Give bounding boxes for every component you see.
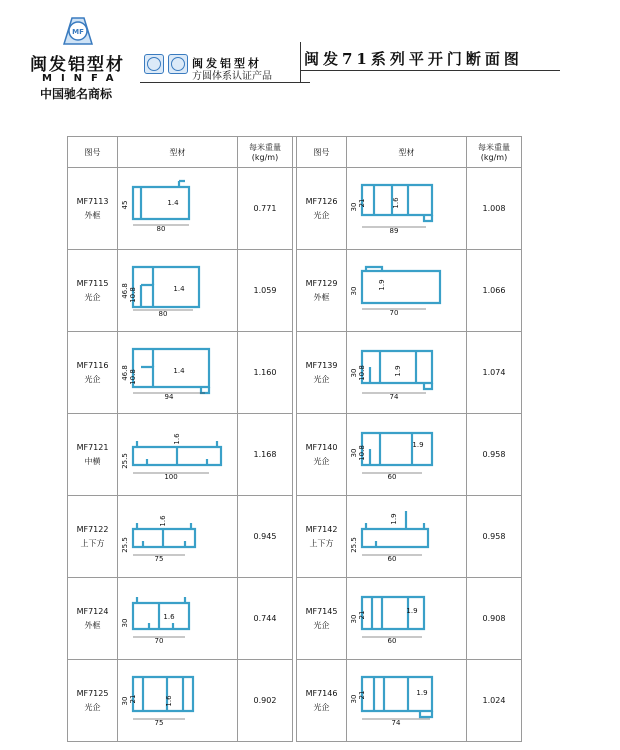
- dimension-label: 45: [120, 200, 129, 209]
- profile-drawing: [120, 425, 233, 485]
- profile-outline: [133, 267, 199, 307]
- profile-weight: 1.008: [467, 168, 522, 250]
- dimension-label: 70: [389, 308, 398, 317]
- profile-code-cell: [297, 332, 347, 414]
- table-header-row: [68, 137, 522, 168]
- profile-outline: [362, 271, 440, 303]
- profile-type: 外框: [84, 620, 101, 630]
- profile-drawing: [120, 179, 233, 239]
- dimension-label: 1.9: [389, 512, 398, 525]
- profile-code: MF7126: [305, 196, 338, 206]
- profile-type: 光企: [84, 374, 101, 384]
- profile-weight: 0.958: [467, 496, 522, 578]
- profile-code: MF7124: [76, 606, 109, 616]
- profile-drawing: [349, 671, 462, 731]
- table-row: [68, 250, 522, 332]
- dimension-label: 80: [158, 309, 167, 318]
- header-certification: 方圆体系认证产品: [192, 71, 272, 82]
- header-brand: 闽发铝型材: [192, 57, 262, 70]
- dimension-label: 10.8: [128, 368, 137, 385]
- profile-code-cell: [68, 332, 118, 414]
- profile-outline: [141, 367, 153, 387]
- profile-weight: 0.945: [238, 496, 293, 578]
- profile-drawing: [120, 671, 233, 731]
- profile-code-cell: [68, 578, 118, 660]
- profile-weight: 1.074: [467, 332, 522, 414]
- profile-drawing-cell: [347, 660, 467, 742]
- profile-drawing: [120, 589, 233, 649]
- profile-type: 上下方: [309, 538, 334, 548]
- profile-code-cell: [297, 168, 347, 250]
- dimension-label: 1.9: [393, 364, 402, 377]
- dimension-label: 1.4: [172, 284, 185, 293]
- profile-weight: 1.059: [238, 250, 293, 332]
- profile-outline: [133, 603, 189, 629]
- profile-code-cell: [297, 578, 347, 660]
- dimension-label: 30: [349, 448, 358, 457]
- header-code: 图号: [68, 137, 118, 168]
- dimension-label: 1.6: [164, 694, 173, 707]
- dimension-label: 21: [357, 610, 366, 619]
- profile-weight: 1.168: [238, 414, 293, 496]
- dimension-label: 1.9: [405, 606, 418, 615]
- profile-weight: 1.024: [467, 660, 522, 742]
- dimension-label: 60: [387, 554, 396, 563]
- profile-drawing-cell: [347, 578, 467, 660]
- profile-code-cell: [297, 250, 347, 332]
- dimension-label: 75: [154, 554, 163, 563]
- dimension-label: 1.6: [162, 612, 175, 621]
- dimension-label: 21: [128, 694, 137, 703]
- profile-drawing-cell: [118, 250, 238, 332]
- profile-type: 光企: [84, 702, 101, 712]
- profile-drawing: [120, 343, 233, 403]
- dimension-label: 25.5: [349, 536, 358, 553]
- table-row: [68, 168, 522, 250]
- logo-latin: MINFA: [42, 73, 123, 84]
- dimension-label: 1.4: [166, 198, 179, 207]
- dimension-label: 46.8: [120, 282, 129, 299]
- header-separator: [300, 42, 301, 82]
- dimension-label: 1.9: [415, 688, 428, 697]
- dimension-label: 75: [154, 718, 163, 727]
- profile-drawing-cell: [347, 250, 467, 332]
- dimension-label: 30: [349, 614, 358, 623]
- profile-drawing-cell: [347, 168, 467, 250]
- header-profile-right: 型材: [347, 137, 467, 168]
- profile-drawing: [120, 261, 233, 321]
- dimension-label: 1.4: [172, 366, 185, 375]
- profile-drawing-cell: [118, 414, 238, 496]
- dimension-label: 100: [163, 472, 178, 481]
- profile-code-cell: [297, 496, 347, 578]
- profile-drawing-cell: [118, 660, 238, 742]
- profile-type: 外框: [84, 210, 101, 220]
- dimension-label: 74: [391, 718, 400, 727]
- dimension-label: 30: [349, 368, 358, 377]
- dimension-label: 30: [120, 618, 129, 627]
- dimension-label: 60: [387, 636, 396, 645]
- dimension-label: 30: [349, 694, 358, 703]
- dimension-label: 80: [156, 224, 165, 233]
- dimension-label: 89: [389, 226, 398, 235]
- table-row: [68, 578, 522, 660]
- header-weight: 每米重量 (kg/m): [238, 137, 293, 168]
- dimension-label: 1.9: [377, 278, 386, 291]
- profile-code: MF7115: [76, 278, 109, 288]
- profile-code-cell: [68, 168, 118, 250]
- table-row: [68, 496, 522, 578]
- profile-code: MF7146: [305, 688, 338, 698]
- profile-weight: 0.771: [238, 168, 293, 250]
- dimension-label: 10.8: [128, 286, 137, 303]
- profile-drawing-cell: [118, 168, 238, 250]
- table-row: [68, 332, 522, 414]
- profile-code: MF7125: [76, 688, 109, 698]
- profile-code: MF7129: [305, 278, 338, 288]
- profile-drawing-cell: [347, 332, 467, 414]
- logo-text: 闽发铝型材: [30, 55, 125, 75]
- profile-outline: [362, 433, 432, 465]
- profile-code: MF7121: [76, 442, 109, 452]
- profile-code-cell: [68, 660, 118, 742]
- profile-code-cell: [68, 250, 118, 332]
- profile-drawing: [349, 343, 462, 403]
- profile-weight: 0.744: [238, 578, 293, 660]
- dimension-label: 25.5: [120, 536, 129, 553]
- dimension-label: 94: [164, 392, 173, 401]
- profile-weight: 0.958: [467, 414, 522, 496]
- profile-weight: 0.902: [238, 660, 293, 742]
- header-profile: 型材: [118, 137, 238, 168]
- profile-type: 光企: [84, 292, 101, 302]
- page-title: 闽发71系列平开门断面图: [304, 50, 523, 68]
- profile-drawing: [120, 507, 233, 567]
- profile-type: 外框: [313, 292, 330, 302]
- profile-type: 光企: [313, 702, 330, 712]
- dimension-label: 60: [387, 472, 396, 481]
- profile-table: [67, 136, 522, 742]
- profile-weight: 1.066: [467, 250, 522, 332]
- profile-code-cell: [297, 660, 347, 742]
- profile-drawing: [349, 261, 462, 321]
- header-underline: [140, 82, 310, 83]
- dimension-label: 30: [349, 202, 358, 211]
- header-weight-right: 每米重量 (kg/m): [467, 137, 522, 168]
- profile-outline: [141, 285, 153, 307]
- dimension-label: 30: [120, 696, 129, 705]
- profile-code: MF7116: [76, 360, 109, 370]
- logo-emblem: [58, 14, 98, 48]
- certification-r-icon: [144, 54, 164, 74]
- profile-drawing: [349, 507, 462, 567]
- profile-type: 光企: [313, 374, 330, 384]
- certification-q-icon: [168, 54, 188, 74]
- profile-code: MF7122: [76, 524, 109, 534]
- logo-badge-text: MF: [72, 28, 84, 36]
- dimension-label: 10.8: [357, 444, 366, 461]
- dimension-label: 1.6: [158, 514, 167, 527]
- profile-type: 上下方: [80, 538, 105, 548]
- profile-drawing: [349, 589, 462, 649]
- dimension-label: 1.9: [411, 440, 424, 449]
- header-code-right: 图号: [297, 137, 347, 168]
- dimension-label: 74: [389, 392, 398, 401]
- profile-type: 光企: [313, 620, 330, 630]
- profile-drawing-cell: [347, 414, 467, 496]
- profile-weight: 1.160: [238, 332, 293, 414]
- profile-code: MF7142: [305, 524, 338, 534]
- profile-drawing-cell: [347, 496, 467, 578]
- table-row: [68, 414, 522, 496]
- profile-type: 中横: [84, 456, 101, 466]
- profile-code: MF7140: [305, 442, 338, 452]
- profile-code: MF7139: [305, 360, 338, 370]
- dimension-label: 21: [357, 690, 366, 699]
- dimension-label: 21: [357, 198, 366, 207]
- profile-weight: 0.908: [467, 578, 522, 660]
- profile-code-cell: [68, 496, 118, 578]
- dimension-label: 46.8: [120, 364, 129, 381]
- profile-drawing-cell: [118, 332, 238, 414]
- profile-code-cell: [68, 414, 118, 496]
- profile-code-cell: [297, 414, 347, 496]
- profile-code: MF7113: [76, 196, 109, 206]
- profile-type: 光企: [313, 210, 330, 220]
- dimension-label: 25.5: [120, 452, 129, 469]
- dimension-label: 70: [154, 636, 163, 645]
- profile-type: 光企: [313, 456, 330, 466]
- profile-code: MF7145: [305, 606, 338, 616]
- profile-drawing: [349, 425, 462, 485]
- profile-drawing-cell: [118, 578, 238, 660]
- profile-outline: [362, 529, 428, 547]
- title-underline: [300, 70, 560, 71]
- table-row: [68, 660, 522, 742]
- dimension-label: 1.6: [391, 196, 400, 209]
- dimension-label: 10.8: [357, 364, 366, 381]
- profile-drawing: [349, 179, 462, 239]
- dimension-label: 30: [349, 286, 358, 295]
- dimension-label: 1.6: [172, 432, 181, 445]
- trademark-text: 中国驰名商标: [40, 87, 113, 101]
- profile-drawing-cell: [118, 496, 238, 578]
